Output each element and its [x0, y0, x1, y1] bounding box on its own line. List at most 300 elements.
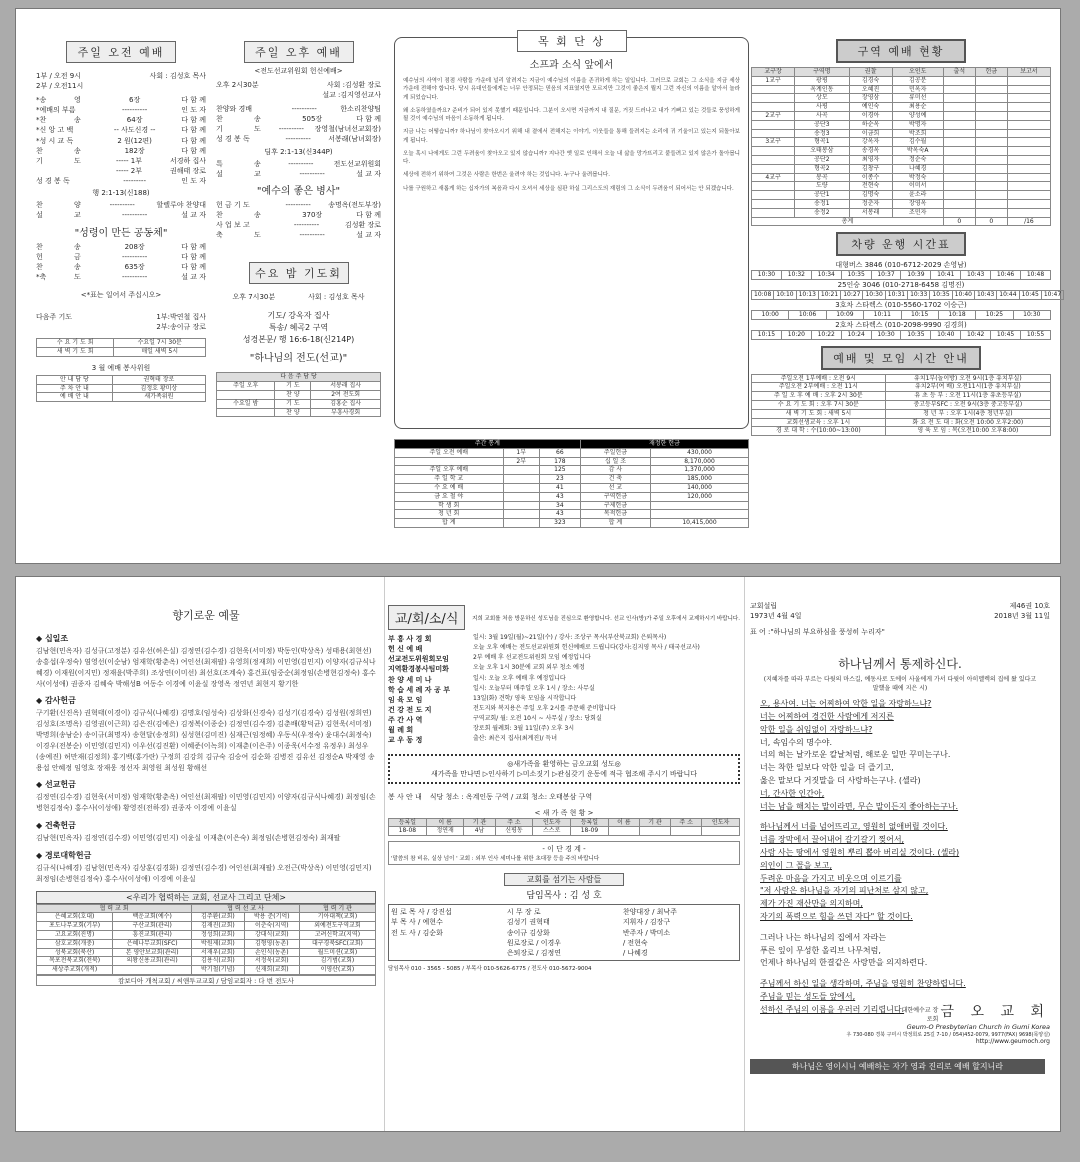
cell: 140,000: [651, 483, 749, 492]
cell: 합 계: [580, 519, 650, 528]
afternoon-verse: 딤후 2:1-13(신344P): [264, 147, 333, 156]
psalm-line: 자기의 폭력으로 힘을 쓰던 자다" 할 것이다.: [760, 912, 913, 922]
cell: 유치2부(여 배) 오전11시(1층 유치부실): [885, 383, 1050, 392]
news-text: 전도지와 복지용은 주일 오후 2시를 주문해 준비합니다: [473, 704, 616, 712]
order-detail: ----------: [285, 135, 311, 144]
cell: 박명자: [892, 120, 943, 129]
staff-cell: / 나혜경: [622, 948, 648, 957]
newcomer-cell: 18-09: [571, 827, 609, 836]
table-row: [752, 164, 1051, 173]
cell: [975, 173, 1007, 182]
table-row: [752, 94, 1051, 103]
order-person: 서경하 집사: [169, 156, 206, 165]
order-label2: [74, 125, 88, 135]
cell: 화 요 전 도 대 : 화(오전 10:00 오후2:00): [885, 418, 1050, 427]
cell: 대구경북SFC(교회): [299, 939, 375, 948]
psalm-line: 오, 용사여. 너는 어찌하여 악한 일을 자랑하느냐?: [760, 699, 932, 709]
psalm-line: 제가 가진 재산만을 의지하며,: [760, 899, 863, 909]
cell: 서정욱(교회): [244, 957, 299, 966]
cell: 예인숙: [849, 103, 892, 112]
bus-row: [752, 330, 1051, 339]
order-row: [36, 166, 206, 176]
bus-time: 10:11: [864, 310, 901, 319]
cell: 새상주교회(개적): [37, 966, 113, 975]
bus-time: 10:18: [938, 310, 975, 319]
table-row: [752, 103, 1051, 112]
cell: [1007, 85, 1050, 94]
cell: 송정2: [795, 208, 849, 217]
staff-cell: 전 도 사 / 김순화: [391, 928, 443, 937]
cell: 봉곡: [795, 173, 849, 182]
order-row: [36, 136, 206, 146]
newcomer-cell: 신평동: [495, 827, 533, 836]
district-header: 보고서: [1007, 68, 1050, 77]
pastoral-paragraph: 세상에 전하기 위하여 그것은 사람은 한번은 울려야 하는 것입니다. 누구나 울려봅니다.: [403, 172, 610, 179]
cell: [1007, 129, 1050, 138]
cell: [651, 501, 749, 510]
staff-row: [391, 938, 737, 948]
cell: 사곡: [795, 111, 849, 120]
order-row: [36, 146, 206, 156]
cell: [975, 85, 1007, 94]
bus-time: 10:37: [871, 271, 901, 280]
cell: 전현숙: [849, 182, 892, 191]
cell: [975, 76, 1007, 85]
table-row: [395, 457, 749, 466]
bus-time: 10:41: [931, 271, 961, 280]
afternoon-time: 오후 2시30분: [216, 81, 259, 89]
cell: [943, 85, 975, 94]
bus-time: 10:35: [841, 271, 871, 280]
table-row: [395, 519, 749, 528]
bus-time: 10:22: [811, 330, 841, 339]
bus-time: 10:20: [781, 330, 811, 339]
cell: [1007, 182, 1050, 191]
order-row: [36, 156, 206, 166]
psalm-line: 언제나 하나님의 한결같은 사랑만을 의지하련다.: [760, 958, 928, 968]
cell: [975, 129, 1007, 138]
order-row: [216, 104, 381, 114]
cell: 매일 새벽 5시: [114, 347, 206, 356]
cell: [217, 391, 275, 400]
table-row: [395, 466, 749, 475]
news-item: [388, 685, 740, 695]
news-label: 임 육 모 임: [388, 695, 423, 704]
bus-time: 10:09: [826, 310, 863, 319]
partner-title: <우리가 협력하는 교회, 선교사 그리고 단체>: [36, 891, 376, 904]
wednesday-time: 오후 7시30분: [232, 293, 276, 302]
cell: 1교구: [752, 76, 795, 85]
news-label: 월 례 회: [388, 726, 414, 735]
cell: 구역헌금: [580, 492, 650, 501]
morning-leader: 사회 : 김성호 목사: [149, 72, 206, 80]
table-row: [37, 966, 376, 975]
cell: 경 로 대 학 : 수(10:00~13:00): [752, 427, 886, 436]
cell: 120,000: [651, 492, 749, 501]
cell: 수 요 예 배: [395, 483, 504, 492]
bus-time: 10:47: [1041, 291, 1063, 300]
news-text: 13일(화) 견학/ 영육 모임을 시작합니다: [473, 694, 577, 702]
news-label: 찬 양 세 미 나: [388, 675, 432, 684]
total-label: 총계: [752, 217, 944, 226]
cell: 주 일 오 후 예 배 : 오후 2시 30분: [752, 392, 886, 401]
cell: [943, 94, 975, 103]
order-detail: ----------: [121, 252, 148, 261]
morning-worship: [36, 41, 206, 563]
table-row: [752, 85, 1051, 94]
order-detail: 64장: [126, 116, 143, 125]
order-person: 서봉래(남녀회장): [328, 135, 381, 144]
cell: 유치1부(놀이방) 오전 9시(1층 유치부실): [885, 374, 1050, 383]
cell: 은혜나무교회(SFC): [113, 939, 192, 948]
pastoral-paragraph: 오늘 혹시 나에게도 그런 두려움이 찾아오고 있지 않습니까? 지나간 옛 일로 인해서 오늘 내 삶을 망가뜨리고 붙들려고 있지 않은가 돌아봅니다.: [403, 150, 740, 165]
cell: 송정1: [795, 199, 849, 208]
cell: 박조희: [892, 129, 943, 138]
bus-time: 10:08: [752, 291, 774, 300]
cell: 포도나무교회(기부): [37, 922, 113, 931]
newcomer-header: 이 름: [426, 818, 464, 827]
bus-time: 10:15: [901, 310, 938, 319]
cell: 강옥자: [849, 138, 892, 147]
table-row: [752, 427, 1051, 436]
cell: 김공분: [892, 76, 943, 85]
cell: 주일헌금: [580, 448, 650, 457]
cell: 주일오전 2부예배 : 오전 11시: [752, 383, 886, 392]
news-label: 선교전도위원회모임: [388, 655, 449, 664]
cell: 주일 오후: [217, 382, 275, 391]
cell: [752, 147, 795, 156]
bus-time: 10:21: [818, 291, 840, 300]
cell: 은혜교회(호대): [37, 913, 113, 922]
senior-pastor: 담임목사 : 김 성 호: [526, 891, 602, 902]
bus-time: 10:13: [796, 291, 818, 300]
cell: 주 일 학 교: [395, 475, 504, 484]
cell: 공단3: [795, 120, 849, 129]
psalm-line: [760, 813, 1050, 821]
psalm-line: 너는 착한 일보다 악한 일을 더 즐기고,: [760, 763, 894, 773]
psalm-line: 주님을 믿는 성도들 앞에서,: [760, 992, 856, 1002]
table-row: [37, 939, 376, 948]
cell: [1007, 155, 1050, 164]
table-row: [752, 173, 1051, 182]
staff-cell: 지휘자 / 김장구: [622, 918, 671, 927]
cell: 목적헌금: [580, 510, 650, 519]
order-label2: [254, 104, 268, 114]
newcomer-cell: [702, 827, 740, 836]
bus-time: 10:15: [752, 330, 782, 339]
news-item: [388, 735, 740, 745]
bus-time: 10:35: [930, 291, 952, 300]
cell: 박기철(기념): [192, 966, 245, 975]
cell: 정춘자: [849, 199, 892, 208]
cell: 청 년 회: [395, 510, 504, 519]
cell: [752, 155, 795, 164]
district-header: 오인도: [892, 68, 943, 77]
cell: 10,415,000: [651, 519, 749, 528]
news-title: 교/회/소/식: [388, 605, 465, 630]
order-label2: [254, 220, 268, 230]
order-label2: [74, 136, 88, 146]
cell: [1007, 138, 1050, 147]
cell: 41: [539, 483, 580, 492]
order-label: 찬: [36, 201, 43, 210]
news-text: 장로회 월례회: 3월 11일(주) 오후 3시: [473, 725, 575, 733]
order-person: 설 교 자: [356, 169, 381, 178]
wednesday-title: 수요 밤 기도회: [249, 262, 349, 284]
order-label2: [254, 200, 268, 210]
cell: [975, 94, 1007, 103]
cell: 정순숙: [892, 155, 943, 164]
cell: [975, 208, 1007, 217]
order-label2: [74, 105, 88, 115]
bus-times: [751, 290, 1064, 300]
cell: 박용 준(기억): [244, 913, 299, 922]
news-label: 주 간 사 역: [388, 716, 423, 725]
bus-time: 10:10: [774, 291, 796, 300]
order-person: 김성환 장로: [344, 221, 381, 230]
newcomer-header: 인도자: [533, 818, 571, 827]
order-label: *찬: [36, 116, 47, 125]
order-detail: ----------: [278, 125, 304, 134]
bus-title: 차량 운행 시간표: [836, 232, 966, 256]
staff-cell: 반주자 / 박미소: [622, 928, 671, 937]
order-label2: [74, 176, 88, 186]
cell: 박원제(교회): [192, 939, 245, 948]
news-label: 부 흥 사 경 회: [388, 635, 432, 643]
order-label: 기: [36, 156, 43, 165]
bus-time: 10:48: [1021, 271, 1051, 280]
cell: 178: [539, 457, 580, 466]
bus-times: [751, 330, 1051, 340]
afternoon-sermon: "예수의 좋은 병사": [256, 185, 341, 197]
table-row: [752, 392, 1051, 401]
cell: 주일 오전 예배: [395, 448, 504, 457]
staff-cell: [391, 938, 505, 948]
order-label: [36, 166, 74, 176]
order-label2: 금: [74, 252, 81, 261]
cell: 양성예: [892, 111, 943, 120]
order-person: 권해태 장로: [169, 166, 206, 175]
afternoon-sub: <전도선교위원회 헌신예배>: [254, 67, 343, 75]
cell: [943, 103, 975, 112]
offering-table: 주간 통계 재정한 헌금 주일 오전 예배 1부 66 주일헌금 430,000 2부 178 십 일 조 8,170,000 주일 오후 예배 125 감 사 1,370,000 주 일 학 교 23 건 축 185,000 수 요 예 배 41 선 교 140,000 금 요 철 야 43 구역헌금 120,000 학 생 회 34 구제헌금 청 년 회 43 목적헌금 합 계 323 합 계 10,415,000: [394, 439, 749, 528]
order-row: [36, 272, 206, 282]
order-label2: 송: [74, 242, 81, 251]
cell: [975, 138, 1007, 147]
cell: [943, 191, 975, 200]
order-row: [216, 159, 381, 169]
order-label2: 도: [254, 125, 261, 134]
cell: 예 배 안 내: [37, 393, 113, 402]
order-person: 전도선교위원회: [333, 159, 381, 168]
cell: 김용식(교회): [192, 957, 245, 966]
newcomer-table: [388, 818, 740, 837]
staff-cell: 은퇴장로 / 김정연: [506, 948, 562, 957]
order-detail: ----------: [288, 159, 314, 168]
cell: 기 도: [275, 399, 311, 408]
order-person: 다 함 께: [181, 242, 206, 251]
morning-order: [36, 95, 206, 186]
cell: 흥진교회(관리): [113, 931, 192, 940]
bus-time: 10:46: [991, 271, 1021, 280]
order-label2: 교: [74, 211, 81, 220]
order-label: 설: [36, 211, 43, 220]
order-detail: ----------: [121, 211, 148, 220]
cell: 십 일 조: [580, 457, 650, 466]
staff-cell: 부 목 사 / 예현수: [391, 918, 443, 927]
psalm-line: 너는 어찌하여 경건한 사람에게 저지른: [760, 712, 894, 722]
order-row: [216, 230, 381, 240]
cell: 수 요 기 도 회 : 오후 7시 30분: [752, 400, 886, 409]
table-row: [752, 138, 1051, 147]
order-detail: ----------: [121, 272, 148, 281]
order-label: 성 경 봉 독: [36, 177, 70, 186]
cell: 최용순: [892, 103, 943, 112]
cell: [503, 492, 539, 501]
bus-row: [752, 271, 1051, 280]
news-label: 지역환경봉사팀미화: [388, 665, 449, 674]
bus-time: 10:42: [961, 330, 991, 339]
cell: 김홍순 집사: [311, 399, 381, 408]
cell: 윤소라: [892, 191, 943, 200]
cell: 서재우(교회): [192, 948, 245, 957]
pastoral-column: [394, 37, 759, 563]
order-detail: ----- 2부: [115, 166, 143, 175]
bus-time: 10:30: [752, 271, 782, 280]
cell: 김명숙: [849, 191, 892, 200]
cell: 김창구: [849, 164, 892, 173]
cell: [1007, 94, 1050, 103]
table-row: [37, 339, 206, 348]
news-intro: 지희 교회를 처음 방문하신 성도님을 진심으로 환영합니다. 선교 인사(방)가 주일 오후에서 교제하시기 바랍니다.: [472, 615, 740, 622]
table-row: [752, 383, 1051, 392]
cell: 2교구: [752, 111, 795, 120]
newcomer-cell: 정연재: [426, 827, 464, 836]
order-detail: ----------: [291, 105, 317, 113]
partner-foot: 캄보디아 개척교회 / 씨앤투교교회 / 담임교회자 : 다 번 전도사: [36, 975, 376, 986]
cell: [752, 103, 795, 112]
pastoral-paragraph: 나를 구원하고 새롭게 하는 십자가의 복음과 다시 오셔서 세상을 심판 하실 그리스도의 재림의 그 소식이 두려움이 되어서는 안 되겠습니다.: [403, 185, 734, 192]
newcomer-cell: [639, 827, 670, 836]
table-row: [37, 922, 376, 931]
order-row: [216, 114, 381, 124]
cell: 3교구: [752, 138, 795, 147]
cell: 66: [539, 448, 580, 457]
staff-cell: 원 로 목 사 / 강진섭: [391, 908, 452, 917]
order-detail: ----------: [109, 201, 135, 210]
cell: [1007, 103, 1050, 112]
duty-title: 3 월 예배 봉사위원: [91, 363, 151, 372]
order-person: 인 도 자: [181, 106, 206, 115]
cell: [503, 510, 539, 519]
newcomer-cell: 스스로: [533, 827, 571, 836]
cell: 월드미션(교회): [299, 948, 375, 957]
order-person: 다 함 께: [181, 146, 206, 155]
cover-column: 교회설립 제46권 10호 1973년 4월 4일 2018년 3월 11일 표 어 :"하나님의 부요하심을 풍성히 누리자" 하나님께서 통제하신다. (지혜자를 따라 부르는 다윗의 마스길, 예동사로 도에이 사울에게 가서 다윗이 아히멜렉의 집에 왔 있다고 말했을 때에 지은 시) 오, 용사여. 너는 어찌하여 악한 일을 자랑하느냐? 너는 어찌하여 경건한 사람에게 저지른 악한 일을 쉬임없이 자랑하느냐? 너, 속임수의 명수야. 너의 혀는 날카로운 칼날처럼, 해로운 일만 꾸미는구나. 너는 착한 일보다 악한 일을 더 즐기고, 옳은 말보다 거짓말을 더 사랑하는구나. (셀라) 너, 간사한 인간아, 너는 남을 해치는 말이라면, 무슨 말이든지 좋아하는구나. 하나님께서 너를 넘어뜨리고, 영원히 없애버릴 것이다. 너를 장막에서 끌어내어 갈기갈기 찢어서, 사람 사는 땅에서 영원히 뿌리 뽑아 버리실 것이다. (셀라) 의인이 그 꼴을 보고, 두려운 마음을 가지고 비웃으며 이르기를 "저 사람은 하나님을 자기의 피난처로 삼지 않고, 제가 가진 재산만을 의지하며, 자기의 폭력으로 힘을 쓰던 자다" 할 것이다. 그러나 나는 하나님의 집에서 자라는 푸른 잎이 무성한 올리브 나무처럼, 언제나 하나님의 한결같은 사랑만을 의지하련다. 주님께서 하신 일을 생각하며, 주님을 영원히 찬양하렵니다. 주님을 믿는 성도들 앞에서, 선하신 주님의 이름을 우러러 기리렵니다. 대한예수교 장로회 금 오 교 회 Geum-O Presbyterian Church in Gumi Korea 우 730-080 경북 구미시 박정희로 25길 7-10 / 054)452-0079, 9977(FAX) 9698(목양실) http://www.geumoch.org 하나님은 영이시니 예배하는 자가 영과 진리로 예배 할지니라: [750, 601, 1050, 1131]
staff-row: [391, 928, 737, 938]
newcomer-title: < 새 가 족 현 황 >: [534, 808, 594, 817]
cell: [503, 519, 539, 528]
cell: 최영자: [849, 155, 892, 164]
order-label2: 송: [254, 159, 261, 168]
order-person: 송명옥(전도부장): [328, 200, 381, 209]
staff-cell: 시 무 장 로: [506, 908, 541, 917]
cell: 125: [539, 466, 580, 475]
order-detail: -- 사도신경 --: [113, 126, 156, 135]
bus-time: 10:25: [976, 310, 1013, 319]
cell: 수요일 7시 30분: [114, 339, 206, 348]
church-name: 금 오 교 회: [940, 1004, 1050, 1020]
bus-time: 10:43: [974, 291, 996, 300]
cell: 이금희: [849, 129, 892, 138]
cell: 이경아: [849, 111, 892, 120]
order-label: *신 앙 고 백: [36, 126, 74, 135]
cell: 선 교: [580, 483, 650, 492]
gift-names: 김규식(나혜경) 김남현(민옥자) 김상훈(김경화) 김정연(김수경) 여인선(최재팔) 오전근(박상옥) 이민영(김민지) 최정임(손병현김정숙) 홍수사(이성애) 이경예 이윤실: [36, 863, 372, 883]
cell: 주 차 안 내: [37, 384, 113, 393]
news-item: [388, 654, 740, 664]
table-row: [217, 391, 381, 400]
table-row: [37, 384, 206, 393]
order-label: 특: [216, 159, 223, 168]
order-row: [36, 95, 206, 105]
bus-time: 10:24: [841, 330, 871, 339]
cell: 건 축: [580, 475, 650, 484]
bus-time: 10:30: [1013, 310, 1050, 319]
news-item: [388, 634, 740, 644]
table-row: [395, 483, 749, 492]
table-row: [395, 492, 749, 501]
gift-heading: ◆ 건축헌금: [36, 821, 76, 831]
order-label: 찬: [36, 146, 43, 155]
table-row: [752, 199, 1051, 208]
news-text: 일시: 오늘 오후 예배 후 예정입니다: [473, 674, 566, 682]
psalm-line: 그러나 나는 하나님의 집에서 자라는: [760, 932, 887, 942]
cell: 430,000: [651, 448, 749, 457]
morning-verse: 행 2:1-13(신188): [92, 189, 150, 198]
cell: [1007, 173, 1050, 182]
cell: [752, 164, 795, 173]
order-person: 다 함 께: [356, 210, 381, 219]
order-detail: 635장: [124, 262, 145, 271]
newcomer-header: 기 관: [464, 818, 495, 827]
table-row: [395, 448, 749, 457]
cell: 성북교회(북산): [37, 948, 113, 957]
staff-cell: 송이규 김상화: [506, 928, 550, 937]
cell: [752, 85, 795, 94]
cell: [1007, 191, 1050, 200]
psalm-line: 푸른 잎이 무성한 올리브 나무처럼,: [760, 945, 881, 955]
order-row: [36, 262, 206, 272]
table-row: [37, 393, 206, 402]
footer-banner: 하나님은 영이시니 예배하는 자가 영과 진리로 예배 할지니라: [750, 1059, 1045, 1074]
bus-time: 10:44: [997, 291, 1019, 300]
order-person: 설 교 자: [181, 272, 206, 281]
bus-times: [751, 310, 1051, 320]
district-total: [752, 217, 1051, 226]
cell: 1,370,000: [651, 466, 749, 475]
order-label: 찬: [36, 262, 43, 271]
order-label: *성 시 교 독: [36, 136, 74, 145]
psalm-line: 너, 간사한 인간아,: [760, 788, 825, 798]
next-duty-table: 다 음 주 담 당 주일 오후 기 도 서봉래 집사 찬 양 2여 전도회 수요일 밤 기 도 김홍순 집사 찬 양 부흥사경회: [216, 372, 381, 417]
cell: [1007, 76, 1050, 85]
table-row: [752, 208, 1051, 217]
cell: [943, 173, 975, 182]
table-row: [752, 374, 1051, 383]
cell: [503, 475, 539, 484]
table-row: [752, 155, 1051, 164]
